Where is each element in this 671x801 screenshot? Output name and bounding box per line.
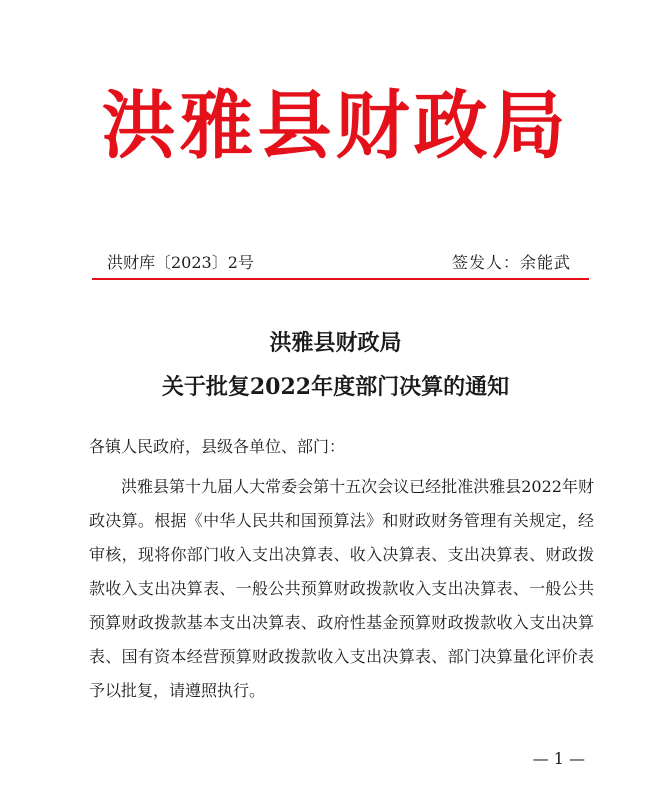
body-paragraph: 洪雅县第十九届人大常委会第十五次会议已经批准洪雅县2022年财政决算。根据《中华人民共和国预算法》和财政财务管理有关规定，经审核，现将你部门收入支出决算表、收入决算表、支出决算表、财政拨款收入支出决算表、一般公共预算财政拨款收入支出决算表、一般公共预算财政拨款基本支出决算表、政府性基金预算财政拨款收入支出决算表、国有资本经营预算财政拨款收入支出决算表、部门决算量化评价表予以批复，请遵照执行。 [89, 477, 594, 700]
signer: 签发人：余能武 [451, 253, 571, 272]
org-header: 洪雅县财政局 [101, 83, 570, 169]
document-title-line1: 洪雅县财政局 [269, 330, 402, 356]
red-divider [92, 278, 589, 280]
page-number: — 1 — [532, 749, 585, 768]
salutation: 各镇人民政府，县级各单位、部门： [89, 437, 346, 456]
document-title-line2: 关于批复2022年度部门决算的通知 [161, 374, 510, 400]
document-number: 洪财库〔2023〕2号 [107, 253, 254, 272]
